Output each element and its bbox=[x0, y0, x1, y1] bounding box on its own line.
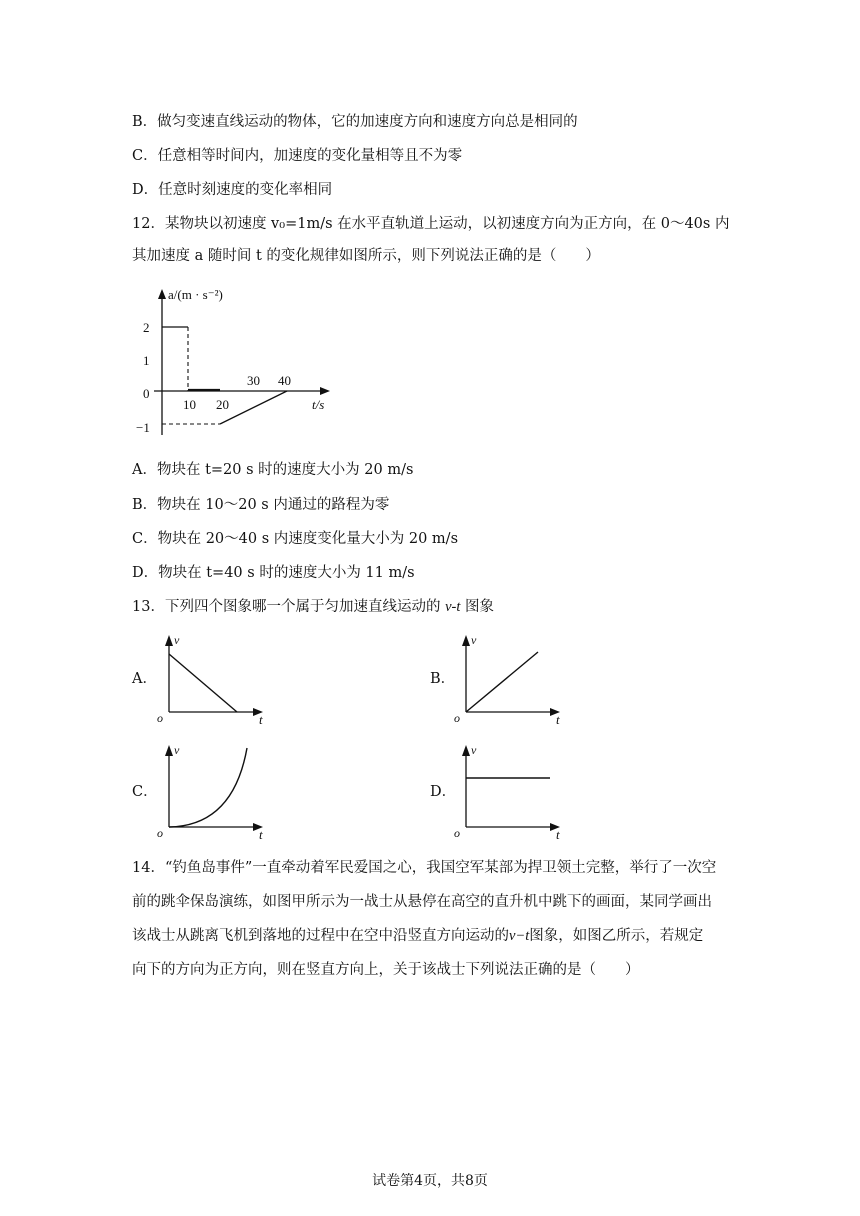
q12-y-tick-0: 0 bbox=[143, 386, 150, 401]
q13-c-v-label: v bbox=[174, 743, 180, 757]
q14-line3 bbox=[132, 926, 703, 946]
q13-c-t-label: t bbox=[259, 827, 263, 842]
q12-y-axis-label: a/(m · s⁻²) bbox=[168, 287, 223, 302]
q13-a-t-label: t bbox=[259, 712, 263, 727]
q13-b-line bbox=[466, 652, 538, 712]
q13-stem-prefix: 13．下列四个图象哪一个属于匀加速直线运动的 bbox=[132, 599, 446, 615]
q13-graph-c bbox=[155, 742, 275, 842]
q12-option-d: D．物块在 t=40 s 时的速度大小为 11 m/s bbox=[132, 565, 415, 581]
q12-x-tick-30: 30 bbox=[247, 373, 260, 388]
q13-label-b: B． bbox=[430, 671, 456, 687]
q12-stem-line2: 其加速度 a 随时间 t 的变化规律如图所示，则下列说法正确的是（ ） bbox=[132, 248, 600, 264]
q13-b-v-label: v bbox=[471, 633, 477, 647]
q12-x-tick-40: 40 bbox=[278, 373, 291, 388]
q12-y-axis-arrow bbox=[158, 289, 166, 299]
q12-option-b: B．物块在 10～20 s 内通过的路程为零 bbox=[132, 497, 390, 513]
q12-y-tick-2: 2 bbox=[143, 320, 150, 335]
q13-d-v-label: v bbox=[471, 743, 477, 757]
q13-a-origin: o bbox=[157, 711, 163, 725]
q13-graph-d bbox=[452, 742, 572, 842]
q13-label-a: A． bbox=[132, 671, 157, 687]
q13-d-t-label: t bbox=[556, 827, 560, 842]
q11-option-d: D．任意时刻速度的变化率相同 bbox=[132, 182, 333, 198]
q12-x-axis-label: t/s bbox=[312, 397, 325, 412]
q13-c-curve bbox=[169, 748, 247, 827]
q12-y-tick-1: 1 bbox=[143, 353, 150, 368]
q12-option-c: C．物块在 20～40 s 内速度变化量大小为 20 m/s bbox=[132, 531, 459, 547]
q11-option-c: C．任意相等时间内，加速度的变化量相等且不为零 bbox=[132, 148, 463, 164]
q13-b-t-label: t bbox=[556, 712, 560, 727]
q12-stem-line1: 12．某物块以初速度 v₀=1m/s 在水平直轨道上运动，以初速度方向为正方向，在 0～40s 内 bbox=[132, 216, 730, 232]
q14-line2: 前的跳伞保岛演练，如图甲所示为一战士从悬停在高空的直升机中跳下的画面，某同学画出 bbox=[132, 894, 712, 910]
q11-option-b: B．做匀变速直线运动的物体，它的加速度方向和速度方向总是相同的 bbox=[132, 114, 578, 130]
q12-x-tick-20: 20 bbox=[216, 397, 229, 412]
q13-graph-a bbox=[155, 632, 275, 727]
q13-stem-vt: v-t bbox=[445, 599, 461, 615]
q13-a-v-label: v bbox=[174, 633, 180, 647]
q12-y-tick-minus1: −1 bbox=[136, 420, 150, 435]
q13-stem-suffix: 图象 bbox=[460, 599, 494, 615]
q14-line3-vt: v−t bbox=[509, 928, 530, 944]
q13-c-origin: o bbox=[157, 826, 163, 840]
q13-graph-b bbox=[452, 632, 572, 727]
q13-d-origin: o bbox=[454, 826, 460, 840]
q13-label-d: D． bbox=[430, 784, 457, 800]
q14-line3-prefix: 该战士从跳离飞机到落地的过程中在空中沿竖直方向运动的 bbox=[132, 928, 509, 944]
q13-stem bbox=[132, 597, 494, 617]
q13-b-origin: o bbox=[454, 711, 460, 725]
page-footer: 试卷第4页，共8页 bbox=[372, 1173, 488, 1189]
q12-segment-20-40 bbox=[220, 391, 287, 424]
q12-x-tick-10: 10 bbox=[183, 397, 196, 412]
q14-line4: 向下的方向为正方向，则在竖直方向上，关于该战士下列说法正确的是（ ） bbox=[132, 962, 640, 978]
q13-label-c: C． bbox=[132, 784, 158, 800]
q12-acceleration-time-graph bbox=[130, 285, 350, 445]
q13-a-line bbox=[169, 654, 237, 712]
q14-line1: 14．“钓鱼岛事件”一直牵动着军民爱国之心，我国空军某部为捍卫领土完整，举行了一次空 bbox=[132, 860, 717, 876]
q12-option-a: A．物块在 t=20 s 时的速度大小为 20 m/s bbox=[132, 462, 414, 478]
q14-line3-suffix: 图象，如图乙所示，若规定 bbox=[529, 928, 704, 944]
q12-x-axis-arrow bbox=[320, 387, 330, 395]
